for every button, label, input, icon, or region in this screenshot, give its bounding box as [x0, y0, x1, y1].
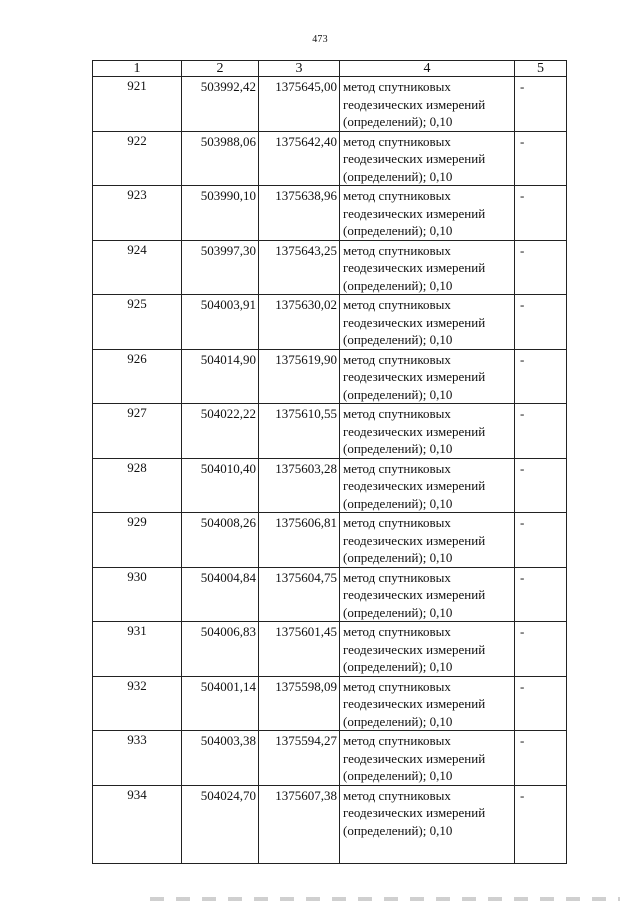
method-cell: метод спутниковых геодезических измерений (определений); 0,10	[340, 676, 515, 731]
point-number-cell: 923	[93, 186, 182, 241]
y-coordinate-cell: 1375619,90	[259, 349, 340, 404]
x-coordinate-cell: 504003,38	[182, 731, 259, 786]
y-coordinate-cell: 1375642,40	[259, 131, 340, 186]
y-coordinate-cell: 1375607,38	[259, 785, 340, 863]
x-coordinate-cell: 504001,14	[182, 676, 259, 731]
note-cell: -	[515, 186, 567, 241]
note-cell: -	[515, 458, 567, 513]
method-cell: метод спутниковых геодезических измерений (определений); 0,10	[340, 513, 515, 568]
table-row	[93, 622, 567, 677]
x-coordinate-cell: 504003,91	[182, 295, 259, 350]
point-number-cell: 931	[93, 622, 182, 677]
table-row	[93, 731, 567, 786]
y-coordinate-cell: 1375643,25	[259, 240, 340, 295]
column-header-2: 2	[182, 61, 259, 77]
y-coordinate-cell: 1375645,00	[259, 77, 340, 132]
y-coordinate-cell: 1375594,27	[259, 731, 340, 786]
table-row	[93, 131, 567, 186]
column-header-4: 4	[340, 61, 515, 77]
note-cell: -	[515, 676, 567, 731]
method-cell: метод спутниковых геодезических измерений (определений); 0,10	[340, 404, 515, 459]
point-number-cell: 927	[93, 404, 182, 459]
table-row	[93, 513, 567, 568]
table-row	[93, 458, 567, 513]
x-coordinate-cell: 504014,90	[182, 349, 259, 404]
column-header-1: 1	[93, 61, 182, 77]
note-cell: -	[515, 622, 567, 677]
x-coordinate-cell: 504024,70	[182, 785, 259, 863]
point-number-cell: 922	[93, 131, 182, 186]
y-coordinate-cell: 1375610,55	[259, 404, 340, 459]
x-coordinate-cell: 504004,84	[182, 567, 259, 622]
x-coordinate-cell: 503990,10	[182, 186, 259, 241]
point-number-cell: 928	[93, 458, 182, 513]
x-coordinate-cell: 504008,26	[182, 513, 259, 568]
x-coordinate-cell: 503997,30	[182, 240, 259, 295]
point-number-cell: 921	[93, 77, 182, 132]
table-row	[93, 404, 567, 459]
method-cell: метод спутниковых геодезических измерений (определений); 0,10	[340, 458, 515, 513]
table-row	[93, 240, 567, 295]
table-row	[93, 295, 567, 350]
note-cell: -	[515, 349, 567, 404]
note-cell: -	[515, 513, 567, 568]
table-row	[93, 785, 567, 863]
method-cell: метод спутниковых геодезических измерений (определений); 0,10	[340, 131, 515, 186]
method-cell: метод спутниковых геодезических измерений (определений); 0,10	[340, 622, 515, 677]
y-coordinate-cell: 1375601,45	[259, 622, 340, 677]
method-cell: метод спутниковых геодезических измерений (определений); 0,10	[340, 295, 515, 350]
x-coordinate-cell: 504022,22	[182, 404, 259, 459]
column-header-5: 5	[515, 61, 567, 77]
page-number: 473	[312, 34, 328, 45]
note-cell: -	[515, 295, 567, 350]
point-number-cell: 932	[93, 676, 182, 731]
method-cell: метод спутниковых геодезических измерений (определений); 0,10	[340, 785, 515, 863]
y-coordinate-cell: 1375604,75	[259, 567, 340, 622]
column-header-3: 3	[259, 61, 340, 77]
method-cell: метод спутниковых геодезических измерений (определений); 0,10	[340, 567, 515, 622]
table-row	[93, 349, 567, 404]
x-coordinate-cell: 504006,83	[182, 622, 259, 677]
point-number-cell: 924	[93, 240, 182, 295]
point-number-cell: 934	[93, 785, 182, 863]
note-cell: -	[515, 77, 567, 132]
coordinates-table	[92, 60, 567, 864]
note-cell: -	[515, 567, 567, 622]
x-coordinate-cell: 504010,40	[182, 458, 259, 513]
point-number-cell: 930	[93, 567, 182, 622]
point-number-cell: 925	[93, 295, 182, 350]
y-coordinate-cell: 1375603,28	[259, 458, 340, 513]
method-cell: метод спутниковых геодезических измерений (определений); 0,10	[340, 77, 515, 132]
point-number-cell: 933	[93, 731, 182, 786]
x-coordinate-cell: 503988,06	[182, 131, 259, 186]
table-header-row	[93, 61, 567, 77]
table-row	[93, 77, 567, 132]
method-cell: метод спутниковых геодезических измерений (определений); 0,10	[340, 186, 515, 241]
footer-scan-artifact	[150, 897, 620, 901]
method-cell: метод спутниковых геодезических измерений (определений); 0,10	[340, 731, 515, 786]
method-cell: метод спутниковых геодезических измерений (определений); 0,10	[340, 240, 515, 295]
y-coordinate-cell: 1375598,09	[259, 676, 340, 731]
table-row	[93, 186, 567, 241]
y-coordinate-cell: 1375606,81	[259, 513, 340, 568]
note-cell: -	[515, 404, 567, 459]
table-row	[93, 567, 567, 622]
point-number-cell: 929	[93, 513, 182, 568]
note-cell: -	[515, 785, 567, 863]
y-coordinate-cell: 1375638,96	[259, 186, 340, 241]
note-cell: -	[515, 240, 567, 295]
note-cell: -	[515, 131, 567, 186]
y-coordinate-cell: 1375630,02	[259, 295, 340, 350]
table-body	[93, 77, 567, 864]
x-coordinate-cell: 503992,42	[182, 77, 259, 132]
method-cell: метод спутниковых геодезических измерений (определений); 0,10	[340, 349, 515, 404]
note-cell: -	[515, 731, 567, 786]
table-row	[93, 676, 567, 731]
point-number-cell: 926	[93, 349, 182, 404]
